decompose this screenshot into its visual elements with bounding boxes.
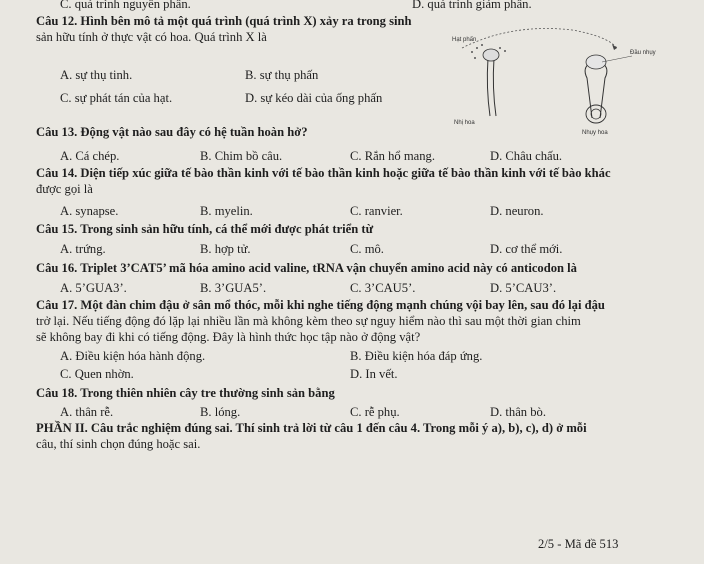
q14-option-c: C. ranvier. — [350, 204, 403, 218]
q12-stem-line2: sản hữu tính ở thực vật có hoa. Quá trình X là — [36, 30, 267, 44]
label-stamen: Nhị hoa — [454, 120, 475, 126]
q17-option-a: A. Điều kiện hóa hành động. — [60, 349, 206, 363]
q17-option-d: D. In vết. — [350, 367, 398, 381]
q17-stem-line2: trở lại. Nếu tiếng động đó lặp lại nhiều lần mà không kèm theo sự nguy hiểm nào thì sau một thời gian chim — [36, 314, 581, 328]
q18-option-c: C. rễ phụ. — [350, 405, 400, 419]
label-pollen: Hạt phấn — [452, 37, 477, 43]
q12-option-c: C. sự phát tán của hạt. — [60, 91, 173, 105]
label-pistil: Nhụy hoa — [582, 130, 608, 136]
q18-option-b: B. lóng. — [200, 405, 241, 419]
q14-option-b: B. myelin. — [200, 204, 253, 218]
q15-option-a: A. trứng. — [60, 242, 106, 256]
q13-option-a: A. Cá chép. — [60, 149, 120, 163]
q16-stem: Câu 16. Triplet 3’CAT5’ mã hóa amino acid valine, tRNA vận chuyển amino acid này có anticodon là — [36, 261, 577, 275]
q12-option-d: D. sự kéo dài của ống phấn — [245, 91, 383, 105]
q17-option-c: C. Quen nhờn. — [60, 367, 134, 381]
q12-option-b: B. sự thụ phấn — [245, 68, 319, 82]
q15-option-b: B. hợp tử. — [200, 242, 251, 256]
q14-option-d: D. neuron. — [490, 204, 544, 218]
q18-stem: Câu 18. Trong thiên nhiên cây tre thường sinh sản bằng — [36, 386, 335, 400]
pistil-style — [585, 63, 592, 118]
q15-option-d: D. cơ thể mới. — [490, 242, 563, 256]
q16-option-d: D. 5’CAU3’. — [490, 281, 557, 295]
q12-option-a: A. sự thụ tinh. — [60, 68, 133, 82]
q13-option-d: D. Châu chấu. — [490, 149, 563, 163]
q14-option-a: A. synapse. — [60, 204, 119, 218]
ovary-shape — [586, 105, 606, 123]
anther-shape — [483, 49, 499, 61]
q13-option-b: B. Chim bồ câu. — [200, 149, 283, 163]
q16-option-a: A. 5’GUA3’. — [60, 281, 127, 295]
q16-option-b: B. 3’GUA5’. — [200, 281, 267, 295]
label-stigma: Đầu nhụy — [630, 50, 656, 56]
pollen-path-arc — [462, 28, 617, 48]
part2-heading-line2: câu, thí sinh chọn đúng hoặc sai. — [36, 437, 201, 451]
q12-stem-line1: Câu 12. Hình bên mô tả một quá trình (quá trình X) xảy ra trong sinh — [36, 14, 412, 28]
q13-stem: Câu 13. Động vật nào sau đây có hệ tuần hoàn hở? — [36, 125, 308, 139]
q17-stem-line1: Câu 17. Một đàn chim đậu ở sân mổ thóc, mỗi khi nghe tiếng động mạnh chúng vội bay lên, sau đó lại đậu — [36, 298, 605, 312]
q16-option-c: C. 3’CAU5’. — [350, 281, 416, 295]
option-c-prev: C. quá trình nguyên phân. — [60, 0, 191, 11]
stamen-filament — [487, 58, 490, 116]
q14-stem-line1: Câu 14. Diện tiếp xúc giữa tế bào thần kinh với tế bào thần kinh hoặc giữa tế bào thần kinh với tế bào khác — [36, 166, 611, 180]
q17-option-b: B. Điều kiện hóa đáp ứng. — [350, 349, 483, 363]
pollination-diagram — [442, 18, 662, 136]
page-footer: 2/5 - Mã đề 513 — [538, 537, 619, 551]
q13-option-c: C. Rắn hổ mang. — [350, 149, 436, 163]
q15-option-c: C. mô. — [350, 242, 384, 256]
option-d-prev: D. quá trình giảm phân. — [412, 0, 532, 11]
q18-option-a: A. thân rễ. — [60, 405, 114, 419]
q17-stem-line3: sẽ không bay đi khi có tiếng động. Đây là hình thức học tập nào ở động vật? — [36, 330, 421, 344]
q18-option-d: D. thân bò. — [490, 405, 546, 419]
q14-stem-line2: được gọi là — [36, 182, 93, 196]
q15-stem: Câu 15. Trong sinh sản hữu tính, cá thể mới được phát triển từ — [36, 222, 374, 236]
part2-heading-line1: PHẦN II. Câu trắc nghiệm đúng sai. Thí sinh trả lời từ câu 1 đến câu 4. Trong mỗi ý a), b), c), d) ở mỗi — [36, 421, 587, 435]
